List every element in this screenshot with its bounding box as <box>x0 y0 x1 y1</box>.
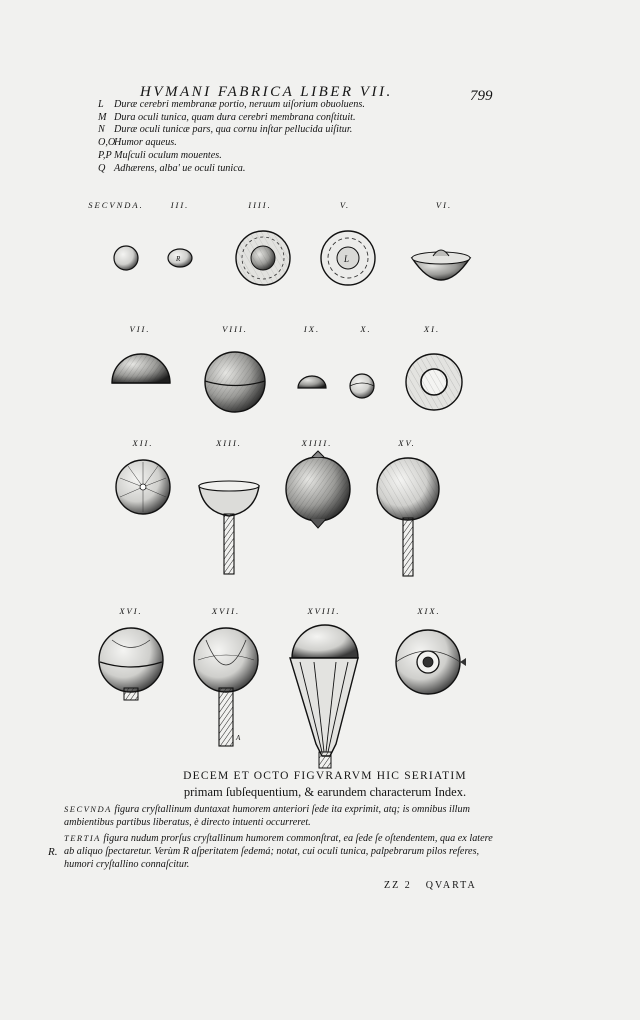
signature-mark: ZZ 2 <box>384 880 412 891</box>
legend-text: Humor aqueus. <box>114 137 177 149</box>
figure-label-9: IX. <box>303 324 321 334</box>
legend-letter: M <box>98 111 107 123</box>
figure-11 <box>406 354 462 410</box>
figure-label-12: XII. <box>132 438 154 448</box>
figure-17 <box>194 628 258 746</box>
figure-8 <box>205 352 265 412</box>
paragraph-lead-word: TERTIA <box>64 833 101 843</box>
figure-label-3: III. <box>170 200 190 210</box>
figure-5 <box>321 231 375 285</box>
figure-7 <box>112 354 170 383</box>
catchword: QVARTA <box>425 880 477 891</box>
margin-letter-r: R. <box>48 846 58 858</box>
legend-text: Muſculi oculum mouentes. <box>114 149 222 161</box>
svg-text:R: R <box>176 255 181 263</box>
figure-13 <box>199 481 259 574</box>
figure-label-6: VI. <box>435 200 453 210</box>
figure-label-10: X. <box>360 324 372 334</box>
svg-text:A: A <box>236 734 241 742</box>
figure-10 <box>350 374 374 398</box>
paragraph-lead-word: SECVNDA <box>64 804 112 814</box>
figure-2 <box>114 246 138 270</box>
svg-text:L: L <box>344 254 350 264</box>
legend-text: Duræ cerebri membranæ portio, neruum uiſorium obuoluens. <box>114 99 365 110</box>
page-footer <box>384 880 477 891</box>
legend-letter: N <box>98 124 105 136</box>
figure-label-8: VIII. <box>222 324 248 334</box>
figure-label-13: XIII. <box>216 438 242 448</box>
paragraph-text: figura nudum prorſus cryſtallinum humorem commonſtrat, ea ſede ſe oſtendentem, qua ex latere ab aliquo ſpectaretur. Verùm R aſperitatem ſedemá; notat, cui oculi tunica, palpebrarum pilos referes, humori cryſtallino connaſcitur. <box>64 833 493 870</box>
figure-label-17: XVII. <box>211 606 241 616</box>
figure-12 <box>116 460 170 514</box>
figure-label-19: XIX. <box>417 606 441 616</box>
figure-19 <box>396 630 466 694</box>
figure-label-18: XVIII. <box>307 606 341 616</box>
figure-label-7: VII. <box>129 324 151 334</box>
running-title: HVMANI FABRICA LIBER VII. <box>140 84 393 100</box>
legend-text: Dura oculi tunica, quam dura cerebri membrana conſtituit. <box>114 111 356 123</box>
figure-9 <box>298 376 326 388</box>
figure-18 <box>290 625 358 768</box>
figure-label-15: XV. <box>398 438 416 448</box>
figure-15 <box>377 458 439 576</box>
page-number: 799 <box>470 88 493 104</box>
caption-subtitle: primam ſubſequentium, & earundem characterum Index. <box>183 785 467 799</box>
figure-6 <box>412 250 470 280</box>
figure-label-14: XIIII. <box>301 438 333 448</box>
legend-letter: L <box>98 99 104 110</box>
paragraph-secunda <box>64 803 504 829</box>
legend-letter: Q <box>98 162 106 174</box>
figure-label-2: SECVNDA. <box>88 200 144 210</box>
figure-label-11: XI. <box>423 324 441 334</box>
paragraph-tertia <box>64 832 504 871</box>
legend-letter: P,P <box>98 149 112 161</box>
figure-label-16: XVI. <box>119 606 143 616</box>
legend-text: Duræ oculi tunicæ pars, qua cornu inſtar pellucida uiſitur. <box>114 124 353 136</box>
legend-text: Adhærens, alba' ue oculi tunica. <box>114 162 246 174</box>
caption-title: DECEM ET OCTO FIGVRARVM HIC SERIATIM <box>183 770 467 782</box>
figure-label-5: V. <box>339 200 351 210</box>
paragraph-text: figura cryſtallinum duntaxat humorem anteriori ſede ita exprimit, atq; is omnibus illum ambientibus partibus liberatus, è directo intuenti occurreret. <box>64 804 470 828</box>
legend-letter: O,O <box>98 137 116 149</box>
figure-3 <box>168 249 192 267</box>
figure-14 <box>286 451 350 528</box>
figure-label-4: IIII. <box>248 200 272 210</box>
figure-4 <box>236 231 290 285</box>
figure-16 <box>99 628 163 700</box>
